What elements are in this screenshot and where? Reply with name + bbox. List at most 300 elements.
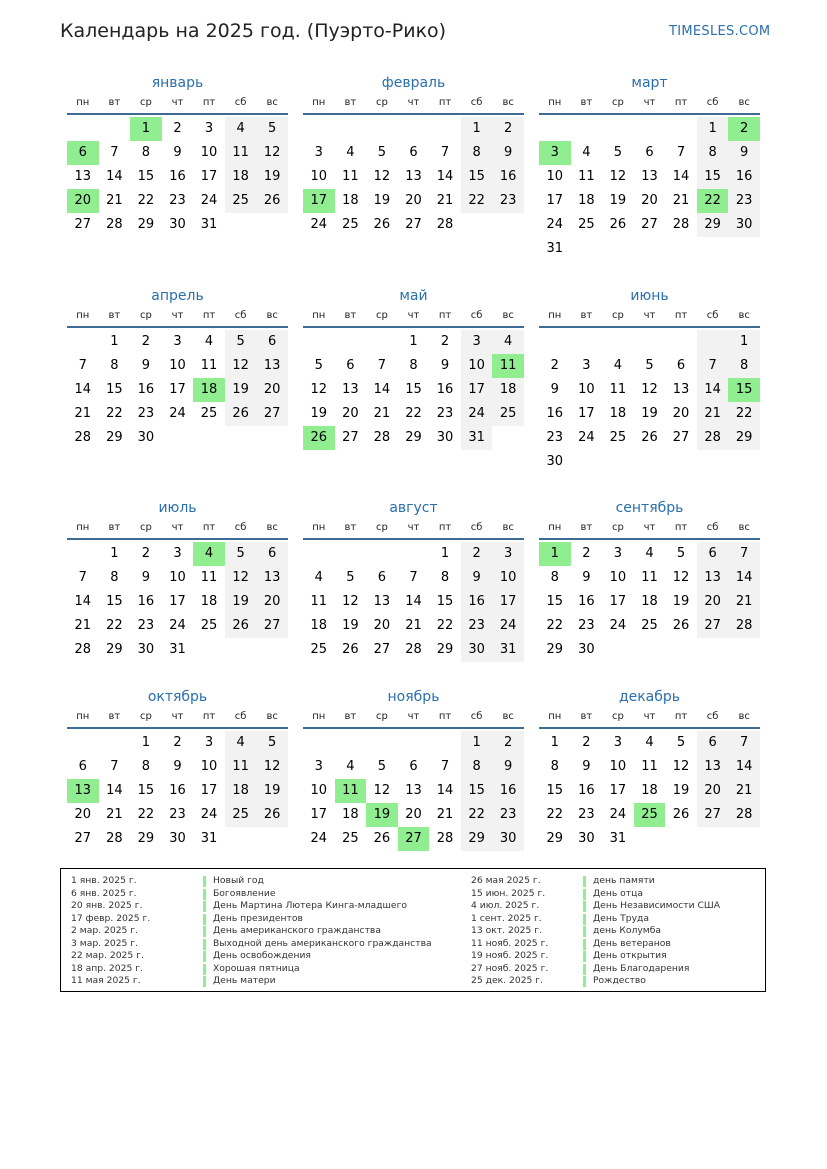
weekday-label: пн <box>548 711 562 722</box>
day-cell: 24 <box>310 217 328 232</box>
empty-day-cell <box>665 450 697 474</box>
day-cell: 19 <box>225 378 257 402</box>
day-cell: 5 <box>225 330 257 354</box>
day-cell: 24 <box>492 614 524 638</box>
day-cell: 9 <box>461 566 493 590</box>
day-cell: 25 <box>342 217 359 232</box>
weekday-label: вс <box>738 711 750 722</box>
empty-day-cell <box>665 827 697 851</box>
day-cell: 27 <box>342 430 359 445</box>
weekday-label: ср <box>139 310 152 321</box>
weekday-header <box>303 707 524 727</box>
day-cell: 5 <box>377 759 387 774</box>
day-cell: 14 <box>672 169 690 184</box>
empty-day-cell <box>571 237 603 261</box>
empty-day-cell <box>225 426 257 450</box>
legend-row <box>471 938 761 951</box>
day-cell: 22 <box>405 406 422 421</box>
day-grid <box>303 330 524 450</box>
day-cell: 5 <box>256 731 288 755</box>
weekday-label: вс <box>502 310 514 321</box>
holiday-color-marker <box>583 951 586 962</box>
weekday-label: вт <box>580 711 593 722</box>
day-cell: 15 <box>461 779 493 803</box>
day-cell: 11 <box>200 358 218 373</box>
empty-day-cell <box>398 117 430 141</box>
day-cell: 26 <box>342 642 359 657</box>
weekday-label: пн <box>76 711 90 722</box>
day-cell: 18 <box>225 165 257 189</box>
day-cell: 24 <box>169 406 186 421</box>
day-cell: 30 <box>436 430 454 445</box>
weekday-label: пт <box>202 522 216 533</box>
empty-day-cell <box>256 638 288 662</box>
legend-row <box>71 975 461 988</box>
day-cell: 18 <box>641 594 658 609</box>
month-6 <box>539 286 760 474</box>
day-cell: 3 <box>204 735 214 750</box>
day-cell: 28 <box>405 642 422 657</box>
day-cell: 18 <box>578 193 595 208</box>
empty-day-cell <box>303 117 335 141</box>
day-cell: 16 <box>436 382 454 397</box>
holiday-day-cell: 15 <box>728 378 760 402</box>
day-cell: 1 <box>461 731 493 755</box>
day-cell: 29 <box>546 831 564 846</box>
day-cell: 21 <box>405 618 422 633</box>
holiday-day-cell: 3 <box>539 141 571 165</box>
day-cell: 22 <box>106 618 123 633</box>
day-cell: 13 <box>641 169 658 184</box>
empty-day-cell <box>602 117 634 141</box>
day-cell: 4 <box>314 570 323 585</box>
day-cell: 31 <box>492 638 524 662</box>
day-cell: 4 <box>613 358 623 373</box>
day-cell: 21 <box>728 779 760 803</box>
day-cell: 18 <box>342 807 359 822</box>
day-cell: 6 <box>377 570 387 585</box>
day-cell: 18 <box>310 618 328 633</box>
empty-day-cell <box>634 330 666 354</box>
day-cell: 6 <box>676 358 686 373</box>
day-cell: 31 <box>200 217 218 232</box>
month-9 <box>539 498 760 662</box>
day-cell: 17 <box>461 378 493 402</box>
empty-day-cell <box>99 731 131 755</box>
day-cell: 26 <box>256 803 288 827</box>
month-3 <box>539 73 760 261</box>
holiday-date: 3 мар. 2025 г. <box>71 937 139 949</box>
weekday-label: вс <box>738 97 750 108</box>
day-cell: 4 <box>225 117 257 141</box>
day-cell: 1 <box>461 117 493 141</box>
day-cell: 27 <box>373 642 391 657</box>
day-cell: 21 <box>106 193 123 208</box>
day-cell: 14 <box>106 169 123 184</box>
holiday-day-cell: 26 <box>303 426 335 450</box>
day-grid <box>539 542 760 662</box>
holiday-name: Выходной день американского гражданства <box>213 937 432 949</box>
holiday-date: 13 окт. 2025 г. <box>471 925 543 936</box>
day-cell: 15 <box>405 382 422 397</box>
day-cell: 13 <box>697 566 729 590</box>
holiday-day-cell: 20 <box>67 189 99 213</box>
day-cell: 22 <box>546 807 564 822</box>
weekday-label: пн <box>548 310 562 321</box>
day-cell: 21 <box>373 406 391 421</box>
day-cell: 14 <box>106 783 123 798</box>
holiday-day-cell: 25 <box>634 803 666 827</box>
day-grid <box>67 330 288 450</box>
day-cell: 21 <box>672 193 690 208</box>
header-divider <box>67 326 288 328</box>
day-cell: 6 <box>645 145 654 160</box>
day-cell: 24 <box>200 193 218 208</box>
holiday-day-cell: 27 <box>398 827 430 851</box>
weekday-label: вт <box>108 310 121 321</box>
day-cell: 27 <box>256 402 288 426</box>
day-cell: 4 <box>582 145 591 160</box>
legend-column-left <box>71 875 461 988</box>
day-cell: 21 <box>74 618 92 633</box>
weekday-label: чт <box>171 522 184 533</box>
empty-day-cell <box>602 450 634 474</box>
day-cell: 6 <box>409 759 418 774</box>
day-cell: 31 <box>200 831 218 846</box>
holiday-color-marker <box>203 976 206 987</box>
header-divider <box>67 538 288 540</box>
header-divider <box>303 113 524 115</box>
weekday-label: ср <box>139 711 152 722</box>
day-cell: 12 <box>225 566 257 590</box>
day-cell: 13 <box>256 566 288 590</box>
legend-row <box>71 950 461 963</box>
empty-day-cell <box>728 237 760 261</box>
day-cell: 2 <box>582 735 591 750</box>
day-cell: 24 <box>546 217 564 232</box>
day-grid <box>67 542 288 662</box>
day-cell: 12 <box>256 755 288 779</box>
weekday-label: чт <box>407 97 420 108</box>
month-1 <box>67 73 288 237</box>
holiday-date: 11 нояб. 2025 г. <box>471 937 549 949</box>
day-cell: 8 <box>728 354 760 378</box>
weekday-label: вс <box>502 522 514 533</box>
day-cell: 27 <box>641 217 658 232</box>
day-cell: 29 <box>405 430 422 445</box>
holiday-date: 20 янв. 2025 г. <box>71 900 143 911</box>
day-cell: 10 <box>609 570 627 585</box>
day-cell: 20 <box>256 590 288 614</box>
day-cell: 1 <box>141 735 151 750</box>
empty-day-cell <box>67 117 99 141</box>
day-cell: 12 <box>373 169 391 184</box>
day-cell: 12 <box>672 759 690 774</box>
day-cell: 18 <box>492 378 524 402</box>
day-cell: 2 <box>461 542 493 566</box>
holiday-name: День отца <box>593 887 644 899</box>
day-cell: 4 <box>645 546 654 561</box>
holiday-name: Рождество <box>593 975 646 986</box>
empty-day-cell <box>492 426 524 450</box>
weekday-label: пн <box>76 310 90 321</box>
day-cell: 1 <box>440 546 450 561</box>
month-name: июнь <box>630 288 669 304</box>
day-cell: 9 <box>550 382 559 397</box>
day-cell: 17 <box>492 590 524 614</box>
holiday-name: День американского гражданства <box>213 925 381 936</box>
weekday-header <box>303 93 524 113</box>
day-cell: 29 <box>461 827 493 851</box>
day-cell: 17 <box>609 783 627 798</box>
holiday-name: день памяти <box>593 875 655 886</box>
day-cell: 4 <box>492 330 524 354</box>
day-cell: 4 <box>346 145 355 160</box>
legend-row <box>471 888 761 901</box>
day-cell: 20 <box>697 779 729 803</box>
day-cell: 4 <box>204 334 214 349</box>
day-cell: 7 <box>377 358 387 373</box>
holiday-date: 22 мар. 2025 г. <box>71 950 144 961</box>
day-cell: 15 <box>137 783 155 798</box>
day-cell: 29 <box>137 831 155 846</box>
day-cell: 22 <box>436 618 454 633</box>
weekday-label: сб <box>706 310 719 321</box>
day-cell: 28 <box>697 426 729 450</box>
weekday-label: пт <box>438 711 452 722</box>
weekday-header <box>67 707 288 727</box>
day-cell: 21 <box>436 193 454 208</box>
day-cell: 25 <box>200 406 218 421</box>
weekday-header <box>539 93 760 113</box>
weekday-label: пт <box>674 310 688 321</box>
day-cell: 8 <box>110 358 119 373</box>
weekday-label: пт <box>674 97 688 108</box>
empty-day-cell <box>697 450 729 474</box>
day-cell: 19 <box>225 590 257 614</box>
day-cell: 10 <box>169 570 186 585</box>
legend-row <box>71 938 461 951</box>
holiday-name: Богоявление <box>213 887 276 899</box>
day-cell: 11 <box>609 382 627 397</box>
weekday-label: чт <box>643 97 656 108</box>
day-cell: 18 <box>200 594 218 609</box>
day-cell: 20 <box>74 807 92 822</box>
day-cell: 19 <box>672 594 690 609</box>
empty-day-cell <box>193 638 225 662</box>
day-cell: 12 <box>641 382 658 397</box>
weekday-label: вт <box>108 97 121 108</box>
weekday-label: пт <box>438 97 452 108</box>
brand-logo[interactable]: TIMESLES.COM <box>669 24 771 39</box>
day-cell: 8 <box>550 570 559 585</box>
legend-row <box>471 950 761 963</box>
weekday-label: чт <box>171 97 184 108</box>
holiday-color-marker <box>203 926 206 937</box>
day-cell: 8 <box>141 145 151 160</box>
empty-day-cell <box>366 731 398 755</box>
weekday-label: сб <box>234 310 247 321</box>
day-cell: 5 <box>676 546 686 561</box>
empty-day-cell <box>366 117 398 141</box>
day-cell: 9 <box>173 145 182 160</box>
day-cell: 25 <box>641 618 658 633</box>
day-cell: 20 <box>256 378 288 402</box>
weekday-label: ср <box>611 310 624 321</box>
day-cell: 28 <box>728 614 760 638</box>
day-cell: 22 <box>461 803 493 827</box>
day-cell: 11 <box>342 169 359 184</box>
day-cell: 12 <box>373 783 391 798</box>
day-cell: 27 <box>74 217 92 232</box>
holiday-day-cell: 11 <box>335 779 367 803</box>
weekday-label: чт <box>643 522 656 533</box>
empty-day-cell <box>398 542 430 566</box>
day-cell: 8 <box>409 358 418 373</box>
day-cell: 1 <box>728 330 760 354</box>
day-cell: 14 <box>728 755 760 779</box>
day-cell: 19 <box>342 618 359 633</box>
holiday-day-cell: 1 <box>539 542 571 566</box>
day-cell: 10 <box>310 783 328 798</box>
day-cell: 13 <box>672 382 690 397</box>
holiday-date: 6 янв. 2025 г. <box>71 887 137 899</box>
month-5 <box>303 286 524 450</box>
day-cell: 2 <box>550 358 559 373</box>
holiday-name: Новый год <box>213 875 264 886</box>
holiday-name: день Колумба <box>593 925 662 936</box>
weekday-label: вт <box>344 97 357 108</box>
day-grid <box>539 731 760 851</box>
day-cell: 17 <box>169 594 186 609</box>
day-cell: 24 <box>578 430 595 445</box>
day-cell: 11 <box>578 169 595 184</box>
empty-day-cell <box>303 731 335 755</box>
holiday-date: 15 июн. 2025 г. <box>471 887 546 899</box>
day-cell: 2 <box>492 731 524 755</box>
day-cell: 20 <box>641 193 658 208</box>
day-cell: 9 <box>728 141 760 165</box>
holiday-date: 11 мая 2025 г. <box>71 975 141 986</box>
day-cell: 6 <box>78 759 87 774</box>
day-cell: 25 <box>225 189 257 213</box>
weekday-label: вт <box>344 522 357 533</box>
day-cell: 30 <box>492 827 524 851</box>
holiday-color-marker <box>203 876 206 887</box>
legend-row <box>471 963 761 976</box>
month-7 <box>67 498 288 662</box>
weekday-label: пт <box>674 522 688 533</box>
day-cell: 26 <box>225 402 257 426</box>
empty-day-cell <box>225 213 257 237</box>
day-cell: 9 <box>492 755 524 779</box>
month-name: февраль <box>381 75 446 91</box>
weekday-label: пт <box>438 310 452 321</box>
weekday-label: ср <box>611 711 624 722</box>
weekday-label: сб <box>234 97 247 108</box>
day-cell: 1 <box>550 735 559 750</box>
weekday-label: вс <box>502 711 514 722</box>
day-cell: 19 <box>256 165 288 189</box>
weekday-label: пн <box>312 522 326 533</box>
month-name: апрель <box>151 288 204 304</box>
weekday-label: ср <box>611 97 624 108</box>
empty-day-cell <box>697 638 729 662</box>
day-cell: 23 <box>578 807 595 822</box>
empty-day-cell <box>634 638 666 662</box>
weekday-label: сб <box>470 97 483 108</box>
day-cell: 3 <box>492 542 524 566</box>
day-cell: 23 <box>461 614 493 638</box>
day-grid <box>303 542 524 662</box>
day-cell: 17 <box>546 193 564 208</box>
day-cell: 16 <box>137 594 155 609</box>
day-cell: 5 <box>225 542 257 566</box>
day-cell: 5 <box>346 570 355 585</box>
weekday-label: вс <box>266 522 278 533</box>
day-cell: 14 <box>728 566 760 590</box>
empty-day-cell <box>571 117 603 141</box>
day-cell: 12 <box>225 354 257 378</box>
header-divider <box>67 727 288 729</box>
weekday-label: пт <box>202 97 216 108</box>
holiday-day-cell: 18 <box>193 378 225 402</box>
day-cell: 20 <box>405 193 422 208</box>
legend-row <box>471 875 761 888</box>
day-cell: 17 <box>578 406 595 421</box>
weekday-label: чт <box>407 711 420 722</box>
day-cell: 16 <box>461 590 493 614</box>
empty-day-cell <box>728 827 760 851</box>
empty-day-cell <box>634 117 666 141</box>
day-cell: 12 <box>672 570 690 585</box>
day-cell: 8 <box>110 570 119 585</box>
header-divider <box>539 326 760 328</box>
day-cell: 10 <box>169 358 186 373</box>
day-cell: 29 <box>106 430 123 445</box>
day-cell: 14 <box>436 169 454 184</box>
empty-day-cell <box>634 450 666 474</box>
day-cell: 28 <box>436 831 454 846</box>
day-cell: 21 <box>697 402 729 426</box>
day-grid <box>539 117 760 261</box>
day-cell: 3 <box>314 759 323 774</box>
month-10 <box>67 687 288 851</box>
day-cell: 7 <box>676 145 686 160</box>
weekday-label: вт <box>580 310 593 321</box>
weekday-label: пт <box>438 522 452 533</box>
day-cell: 18 <box>641 783 658 798</box>
weekday-label: сб <box>470 310 483 321</box>
day-cell: 7 <box>440 145 450 160</box>
empty-day-cell <box>602 237 634 261</box>
holiday-name: День Мартина Лютера Кинга-младшего <box>213 900 408 911</box>
day-cell: 18 <box>225 779 257 803</box>
day-cell: 13 <box>405 169 422 184</box>
holiday-legend <box>60 868 766 992</box>
day-cell: 3 <box>461 330 493 354</box>
weekday-label: вт <box>344 310 357 321</box>
day-cell: 23 <box>137 618 155 633</box>
day-cell: 29 <box>436 642 454 657</box>
day-cell: 19 <box>609 193 627 208</box>
day-cell: 13 <box>74 169 92 184</box>
day-cell: 17 <box>169 382 186 397</box>
holiday-color-marker <box>583 964 586 975</box>
day-cell: 29 <box>546 642 564 657</box>
holiday-day-cell: 4 <box>193 542 225 566</box>
day-cell: 21 <box>106 807 123 822</box>
